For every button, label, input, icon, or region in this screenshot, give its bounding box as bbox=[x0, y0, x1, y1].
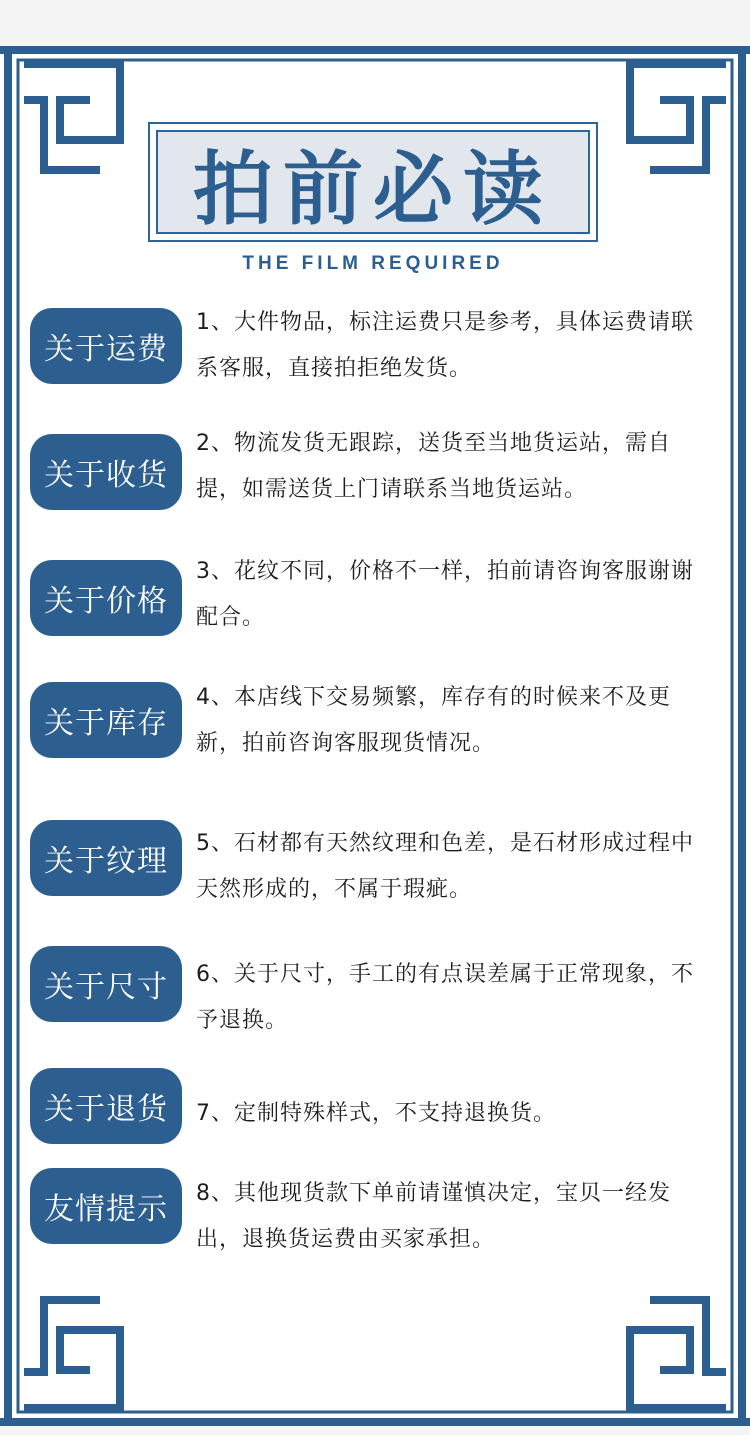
label-price: 关于价格 bbox=[30, 560, 182, 636]
page-subtitle: THE FILM REQUIRED bbox=[242, 253, 504, 274]
label-stock: 关于库存 bbox=[30, 682, 182, 758]
item-text-texture: 5、石材都有天然纹理和色差，是石材形成过程中天然形成的，不属于瑕疵。 bbox=[196, 831, 694, 902]
label-friendly-tip: 友情提示 bbox=[30, 1168, 182, 1244]
label-receiving: 关于收货 bbox=[30, 434, 182, 510]
item-text-receiving: 2、物流发货无跟踪，送货至当地货运站，需自提，如需送货上门请联系当地货运站。 bbox=[196, 431, 671, 502]
item-text-friendly-tip: 8、其他现货款下单前请谨慎决定，宝贝一经发出，退换货运费由买家承担。 bbox=[196, 1181, 671, 1252]
item-text-shipping-fee: 1、大件物品，标注运费只是参考，具体运费请联系客服，直接拍拒绝发货。 bbox=[196, 310, 694, 381]
item-text-price: 3、花纹不同，价格不一样，拍前请咨询客服谢谢配合。 bbox=[196, 559, 694, 630]
item-text-return: 7、定制特殊样式，不支持退换货。 bbox=[196, 1101, 556, 1126]
label-shipping-fee: 关于运费 bbox=[30, 308, 182, 384]
label-size: 关于尺寸 bbox=[30, 946, 182, 1022]
item-text-stock: 4、本店线下交易频繁，库存有的时候来不及更新，拍前咨询客服现货情况。 bbox=[196, 685, 671, 756]
label-return: 关于退货 bbox=[30, 1068, 182, 1144]
label-texture: 关于纹理 bbox=[30, 820, 182, 896]
item-text-size: 6、关于尺寸，手工的有点误差属于正常现象，不予退换。 bbox=[196, 962, 694, 1033]
page-title: 拍前必读 bbox=[156, 130, 590, 234]
title-box bbox=[148, 122, 598, 242]
